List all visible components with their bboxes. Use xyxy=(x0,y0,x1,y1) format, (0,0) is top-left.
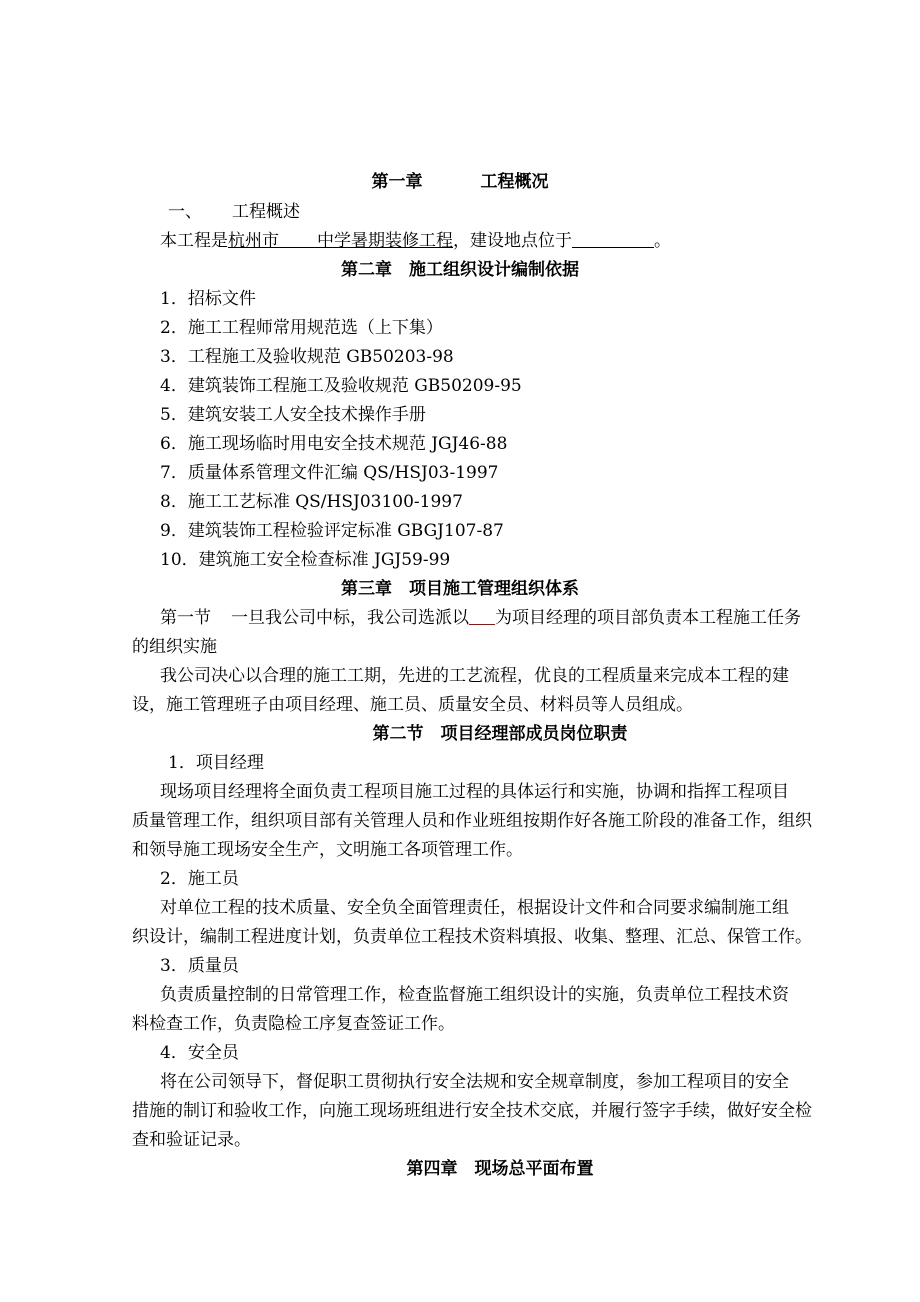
location-blank xyxy=(572,227,654,248)
role-desc-line: 现场项目经理将全面负责工程项目施工过程的具体运行和实施，协调和指挥工程项目 xyxy=(160,782,789,802)
role-desc-line: 织设计，编制工程进度计划，负责单位工程技术资料填报、收集、整理、汇总、保管工作。 xyxy=(132,927,812,947)
chapter-1-heading xyxy=(0,168,920,196)
basis-item: 2．施工工程师常用规范选（上下集） xyxy=(160,318,443,338)
basis-item: 9．建筑装饰工程检验评定标准 GBGJ107-87 xyxy=(160,521,504,541)
basis-item: 3．工程施工及验收规范 GB50203-98 xyxy=(160,347,454,367)
chapter-2-heading: 第二章 施工组织设计编制依据 xyxy=(341,260,579,280)
basis-item: 5．建筑安装工人安全技术操作手册 xyxy=(160,405,426,425)
role-desc-line: 料检查工作，负责隐检工序复查签证工作。 xyxy=(132,1014,455,1034)
role-desc-line: 查和验证记录。 xyxy=(132,1130,251,1150)
section-1-paragraph: 第一节 一旦我公司中标，我公司选派以 为项目经理的项目部负责本工程施工任务 xyxy=(160,604,920,632)
section-1-heading xyxy=(168,198,920,226)
role-title: 1．项目经理 xyxy=(168,753,264,773)
section-2-heading: 第二节 项目经理部成员岗位职责 xyxy=(372,724,628,744)
school-name-blank xyxy=(279,227,317,248)
basis-item: 7．质量体系管理文件汇编 QS/HSJ03-1997 xyxy=(160,463,499,483)
basis-item: 8．施工工艺标准 QS/HSJ03100-1997 xyxy=(160,492,463,512)
section-1-title: 工程概述 xyxy=(232,202,300,222)
section-1-label: 第一节 xyxy=(160,608,211,628)
basis-item: 1．招标文件 xyxy=(160,289,256,309)
chapter-3-heading: 第三章 项目施工管理组织体系 xyxy=(341,579,579,599)
paragraph-line: 设，施工管理班子由项目经理、施工员、质量安全员、材料员等人员组成。 xyxy=(132,695,693,715)
role-desc-line: 对单位工程的技术质量、安全负全面管理责任，根据设计文件和合同要求编制施工组 xyxy=(160,898,789,918)
role-desc-line: 负责质量控制的日常管理工作，检查监督施工组织设计的实施，负责单位工程技术资 xyxy=(160,985,789,1005)
chapter-1-title: 工程概况 xyxy=(480,172,549,192)
section-1-number: 一、 xyxy=(168,202,202,222)
role-desc-line: 将在公司领导下，督促职工贯彻执行安全法规和安全规章制度，参加工程项目的安全 xyxy=(160,1072,789,1092)
basis-item: 6．施工现场临时用电安全技术规范 JGJ46-88 xyxy=(160,434,508,454)
paragraph-line: 我公司决心以合理的施工工期，先进的工艺流程，优良的工程质量来完成本工程的建 xyxy=(160,666,789,686)
role-desc-line: 和领导施工现场安全生产，文明施工各项管理工作。 xyxy=(132,840,523,860)
role-desc-line: 质量管理工作，组织项目部有关管理人员和作业班组按期作好各施工阶段的准备工作，组织 xyxy=(132,811,812,831)
basis-item: 4．建筑装饰工程施工及验收规范 GB50209-95 xyxy=(160,376,522,396)
role-title: 2．施工员 xyxy=(160,869,239,889)
section-1-paragraph-cont: 的组织实施 xyxy=(132,637,217,657)
role-title: 3．质量员 xyxy=(160,956,239,976)
role-desc-line: 措施的制订和验收工作，向施工现场班组进行安全技术交底，并履行签字手续，做好安全检 xyxy=(132,1101,812,1121)
school-name: 中学暑期装修工程 xyxy=(317,231,453,251)
manager-name-blank xyxy=(469,604,495,625)
city-name: 杭州市 xyxy=(228,231,279,251)
overview-paragraph: 本工程是杭州市 中学暑期装修工程，建设地点位于 。 xyxy=(160,227,920,255)
chapter-1-number: 第一章 xyxy=(371,172,423,192)
basis-item: 10．建筑施工安全检查标准 JGJ59-99 xyxy=(160,550,451,570)
chapter-4-heading: 第四章 现场总平面布置 xyxy=(406,1159,594,1179)
role-title: 4．安全员 xyxy=(160,1043,239,1063)
